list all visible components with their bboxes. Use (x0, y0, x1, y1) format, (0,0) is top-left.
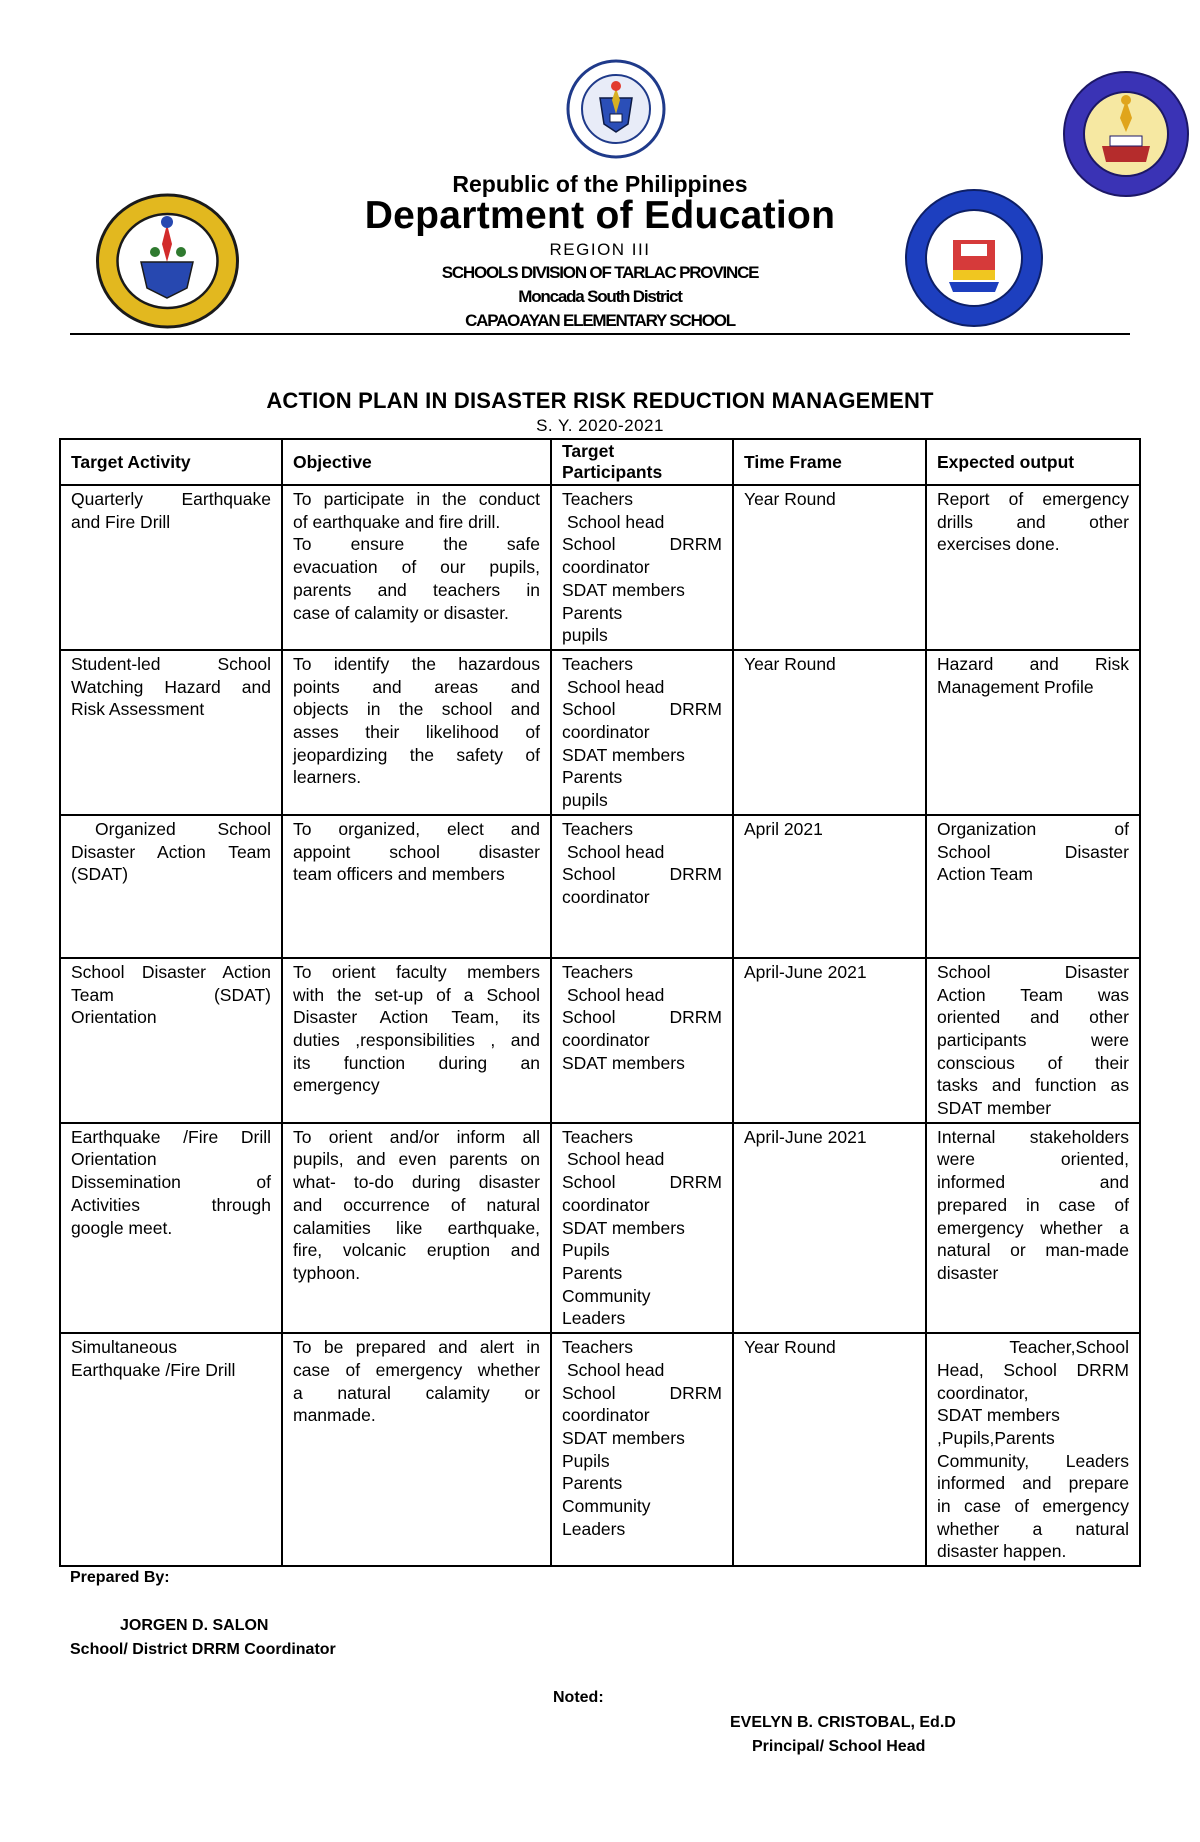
cell-line: oriented and other (937, 1007, 1129, 1028)
noter-title: Principal/ School Head (752, 1738, 926, 1755)
activity-cell (60, 1123, 282, 1333)
cell-line: coordinator (562, 557, 650, 578)
participants-cell (551, 485, 733, 650)
column-header: Target Activity (60, 439, 282, 485)
cell-line: team officers and members (293, 864, 505, 885)
cell-line: SDAT members (562, 1217, 685, 1238)
cell-line: fire, volcanic eruption and (293, 1240, 540, 1261)
activity-cell (60, 815, 282, 958)
cell-line: School head (567, 984, 665, 1005)
time-frame-cell: April-June 2021 (733, 1123, 926, 1333)
cell-line: To be prepared and alert in (293, 1337, 540, 1358)
cell-line: its function during an (293, 1052, 540, 1073)
noted-label: Noted: (553, 1689, 604, 1706)
cell-line: Teachers (562, 489, 634, 509)
cell-line: coordinator (562, 722, 650, 743)
cell-line: ,Pupils,Parents (937, 1427, 1055, 1448)
time-frame-cell: Year Round (733, 1333, 926, 1566)
deped-seal-logo (566, 58, 666, 160)
cell-line: a natural calamity or (293, 1382, 540, 1403)
cell-line: Management Profile (937, 676, 1094, 697)
cell-line: parents and teachers in (293, 579, 540, 600)
cell-line: conscious of their (937, 1052, 1129, 1073)
cell-line: SDAT member (937, 1098, 1052, 1119)
cell-line: Action Team (937, 864, 1033, 885)
cell-line: Teachers (562, 1337, 634, 1358)
cell-line: Parents (562, 1473, 623, 1494)
cell-line: To participate in the conduct (293, 489, 540, 509)
participants-cell (551, 958, 733, 1123)
cell-line: To orient faculty members (293, 961, 540, 982)
cell-line: School DRRM (562, 1172, 722, 1193)
cell-line: SDAT members (562, 579, 685, 600)
cell-line: Teachers (562, 818, 634, 839)
cell-line: coordinator (562, 1029, 650, 1050)
cell-line: Parents (562, 1262, 623, 1283)
school-name: CAPAOAYAN ELEMENTARY SCHOOL (465, 311, 735, 330)
cell-line: SDAT members (937, 1405, 1060, 1426)
cell-line: disaster happen. (937, 1541, 1067, 1562)
activity-cell (60, 958, 282, 1123)
time-frame-cell: Year Round (733, 485, 926, 650)
cell-line: appoint school disaster (293, 841, 540, 862)
cell-line: To organized, elect and (293, 818, 540, 839)
participants-cell (551, 650, 733, 815)
cell-line: objects in the school and (293, 699, 540, 720)
cell-line: were oriented, (937, 1149, 1129, 1170)
region-label: REGION III (549, 240, 651, 259)
prepared-by-label: Prepared By: (70, 1569, 170, 1586)
table-row (60, 815, 1140, 958)
cell-line: To orient and/or inform all (293, 1126, 540, 1147)
cell-line: calamities like earthquake, (293, 1217, 540, 1238)
division-label: SCHOOLS DIVISION OF TARLAC PROVINCE (441, 263, 759, 282)
cell-line: School DRRM (562, 1382, 722, 1403)
cell-line: coordinator, (937, 1382, 1029, 1403)
activity-cell (60, 1333, 282, 1566)
cell-line: Leaders (562, 1518, 626, 1539)
cell-line: in case of emergency (937, 1496, 1129, 1517)
cell-line: School head (567, 676, 665, 697)
time-frame-cell: Year Round (733, 650, 926, 815)
objective-cell (282, 958, 551, 1123)
output-cell (926, 1333, 1140, 1566)
preparer-title: School/ District DRRM Coordinator (70, 1641, 336, 1658)
action-plan-table (59, 438, 1141, 1567)
cell-line: participants were (937, 1029, 1129, 1050)
noter-name: EVELYN B. CRISTOBAL, Ed.D (730, 1714, 956, 1731)
cell-line: School DRRM (562, 699, 722, 720)
cell-line: Pupils (562, 1240, 610, 1261)
cell-line: To identify the hazardous (293, 653, 540, 674)
cell-line: pupils (562, 625, 608, 646)
cell-line: Risk Assessment (71, 699, 205, 720)
cell-line: Simultaneous (71, 1337, 178, 1358)
republic-heading: Republic of the Philippines (452, 171, 748, 197)
cell-line: School DRRM (562, 534, 722, 555)
cell-line: informed and prepare (937, 1473, 1129, 1494)
cell-line: Community (562, 1285, 651, 1306)
cell-line: Team (SDAT) (71, 984, 271, 1005)
cell-line: SDAT members (562, 1052, 685, 1073)
output-cell (926, 650, 1140, 815)
cell-line: School DRRM (562, 864, 722, 885)
cell-line: Leaders (562, 1308, 626, 1329)
cell-line: Orientation (71, 1149, 157, 1170)
table-header-row (60, 439, 1140, 485)
cell-line: prepared in case of (937, 1194, 1129, 1215)
table-row (60, 958, 1140, 1123)
cell-line: whether a natural (937, 1518, 1129, 1539)
cell-line: of earthquake and fire drill. (293, 511, 501, 532)
cell-line: with the set-up of a School (293, 984, 540, 1005)
objective-cell (282, 1333, 551, 1566)
objective-cell (282, 1123, 551, 1333)
cell-line: Parents (562, 602, 623, 623)
cell-line: emergency (293, 1075, 380, 1096)
time-frame-cell: April-June 2021 (733, 958, 926, 1123)
cell-line: To ensure the safe (293, 534, 540, 555)
output-cell (926, 815, 1140, 958)
cell-line: Internal stakeholders (937, 1126, 1129, 1147)
cell-line: pupils (562, 790, 608, 811)
cell-line: Action Team was (937, 984, 1129, 1005)
cell-line: coordinator (562, 1194, 650, 1215)
cell-line: Organization of (937, 818, 1129, 839)
cell-line: School Disaster Action (71, 961, 271, 982)
cell-line: (SDAT) (71, 864, 129, 885)
cell-line: manmade. (293, 1405, 376, 1426)
output-cell (926, 958, 1140, 1123)
cell-line: Teachers (562, 1126, 634, 1147)
preparer-name: JORGEN D. SALON (120, 1617, 269, 1634)
cell-line: Teachers (562, 961, 634, 982)
cell-line: Report of emergency (937, 489, 1129, 509)
participants-cell (551, 815, 733, 958)
output-cell (926, 1123, 1140, 1333)
department-heading: Department of Education (364, 194, 836, 237)
cell-line: Pupils (562, 1450, 610, 1471)
cell-line: Teacher,School (1009, 1337, 1129, 1358)
cell-line: drills and other (937, 511, 1129, 532)
cell-line: Student-led School (71, 653, 271, 674)
cell-line: learners. (293, 767, 362, 788)
cell-line: SDAT members (562, 1427, 685, 1448)
cell-line: and occurrence of natural (293, 1194, 540, 1215)
cell-line: asses their likelihood of (293, 722, 540, 743)
cell-line: Quarterly Earthquake (71, 489, 271, 509)
participants-cell (551, 1333, 733, 1566)
cell-line: School head (567, 841, 665, 862)
cell-line: School Disaster (937, 841, 1129, 862)
cell-line: School DRRM (562, 1007, 722, 1028)
cell-line: Head, School DRRM (937, 1359, 1129, 1380)
cell-line: case of emergency whether (293, 1359, 540, 1380)
cell-line: School head (567, 1149, 665, 1170)
table-row (60, 485, 1140, 650)
cell-line: Earthquake /Fire Drill (71, 1359, 236, 1380)
cell-line: and Fire Drill (71, 511, 171, 532)
column-header: Objective (282, 439, 551, 485)
table-row (60, 650, 1140, 815)
column-header-line: Participants (562, 462, 663, 482)
column-header-line: Target (562, 441, 615, 461)
objective-cell (282, 485, 551, 650)
cell-line: coordinator (562, 886, 650, 907)
cell-line: Orientation (71, 1007, 157, 1028)
output-cell (926, 485, 1140, 650)
header-divider (70, 333, 1130, 335)
document-title: ACTION PLAN IN DISASTER RISK REDUCTION MANAGEMENT (266, 388, 934, 413)
cell-line: School Disaster (937, 961, 1129, 982)
activity-cell (60, 650, 282, 815)
cell-line: Watching Hazard and (71, 676, 271, 697)
cell-line: Dissemination of (71, 1172, 271, 1193)
cell-line: coordinator (562, 1405, 650, 1426)
table-row (60, 1333, 1140, 1566)
cell-line: disaster (937, 1262, 999, 1283)
objective-cell (282, 650, 551, 815)
time-frame-cell: April 2021 (733, 815, 926, 958)
cell-line: School head (567, 511, 665, 532)
cell-line: Activities through (71, 1194, 271, 1215)
column-header: Expected output (926, 439, 1140, 485)
cell-line: case of calamity or disaster. (293, 602, 509, 623)
cell-line: Parents (562, 767, 623, 788)
column-header (551, 439, 733, 485)
activity-cell (60, 485, 282, 650)
cell-line: points and areas and (293, 676, 540, 697)
objective-cell (282, 815, 551, 958)
cell-line: typhoon. (293, 1262, 361, 1283)
cell-line: duties ,responsibilities , and (293, 1029, 540, 1050)
table-row (60, 1123, 1140, 1333)
cell-line: Hazard and Risk (937, 653, 1129, 674)
participants-cell (551, 1123, 733, 1333)
cell-line: google meet. (71, 1217, 173, 1238)
cell-line: Disaster Action Team (71, 841, 271, 862)
cell-line: Earthquake /Fire Drill (71, 1126, 271, 1147)
cell-line: evacuation of our pupils, (293, 557, 540, 578)
cell-line: natural or man-made (937, 1240, 1129, 1261)
cell-line: Organized School (95, 818, 271, 839)
cell-line: informed and (937, 1172, 1129, 1193)
school-year: S. Y. 2020-2021 (536, 416, 664, 435)
cell-line: Disaster Action Team, its (293, 1007, 540, 1028)
cell-line: Community, Leaders (937, 1450, 1129, 1471)
cell-line: pupils, and even parents on (293, 1149, 540, 1170)
cell-line: Community (562, 1496, 651, 1517)
column-header: Time Frame (733, 439, 926, 485)
cell-line: School head (567, 1359, 665, 1380)
district-label: Moncada South District (518, 287, 682, 306)
cell-line: exercises done. (937, 534, 1060, 555)
cell-line: SDAT members (562, 744, 685, 765)
cell-line: tasks and function as (937, 1075, 1129, 1096)
cell-line: jeopardizing the safety of (293, 744, 540, 765)
cell-line: Teachers (562, 653, 634, 674)
cell-line: what- to-do during disaster (293, 1172, 540, 1193)
cell-line: emergency whether a (937, 1217, 1129, 1238)
